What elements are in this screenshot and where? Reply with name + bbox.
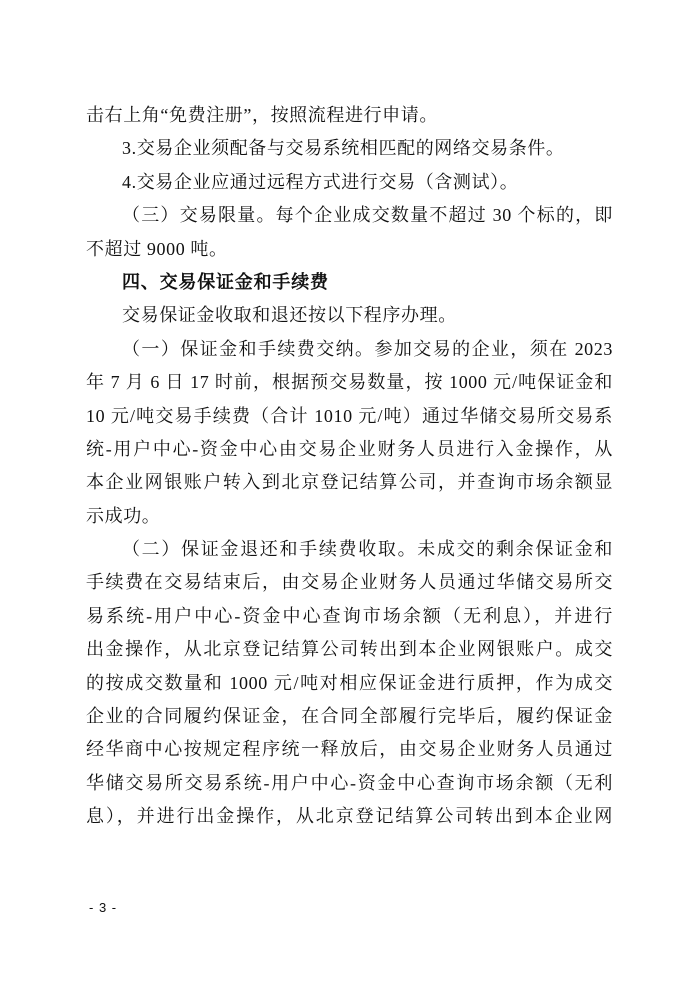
document-line: 示成功。 — [86, 505, 161, 526]
document-line: （一）保证金和手续费交纳。参加交易的企业，须在 2023 — [122, 338, 613, 359]
text-block — [86, 99, 613, 834]
document-line: 易系统-用户中心-资金中心查询市场余额（无利息），并进行 — [86, 605, 613, 626]
page-number: - 3 - — [89, 900, 118, 915]
document-line: 本企业网银账户转入到北京登记结算公司，并查询市场余额显 — [86, 472, 613, 493]
document-line: 出金操作，从北京登记结算公司转出到本企业网银账户。成交 — [86, 639, 613, 660]
document-line: 企业的合同履约保证金，在合同全部履行完毕后，履约保证金 — [86, 706, 613, 727]
document-line: 3.交易企业须配备与交易系统相匹配的网络交易条件。 — [122, 138, 565, 159]
document-line: 不超过 9000 吨。 — [86, 238, 228, 259]
document-line: 的按成交数量和 1000 元/吨对相应保证金进行质押，作为成交 — [86, 672, 613, 693]
document-line: 年 7 月 6 日 17 时前，根据预交易数量，按 1000 元/吨保证金和 — [86, 372, 613, 393]
document-line: 击右上角“免费注册”，按照流程进行申请。 — [86, 105, 438, 125]
document-line: 经华商中心按规定程序统一释放后，由交易企业财务人员通过 — [86, 739, 613, 760]
document-line: 息），并进行出金操作，从北京登记结算公司转出到本企业网 — [86, 806, 613, 827]
document-line: （三）交易限量。每个企业成交数量不超过 30 个标的，即 — [122, 205, 613, 226]
document-line: 交易保证金收取和退还按以下程序办理。 — [122, 305, 457, 326]
document-line: 手续费在交易结束后，由交易企业财务人员通过华储交易所交 — [86, 572, 613, 593]
document-line: 10 元/吨交易手续费（合计 1010 元/吨）通过华储交易所交易系 — [86, 405, 613, 426]
document-line: 4.交易企业应通过远程方式进行交易（含测试）。 — [122, 171, 519, 192]
document-line: 统-用户中心-资金中心由交易企业财务人员进行入金操作，从 — [86, 438, 613, 459]
document-line: （二）保证金退还和手续费收取。未成交的剩余保证金和 — [122, 539, 613, 560]
document-line: 四、交易保证金和手续费 — [122, 271, 329, 292]
document-line: 华储交易所交易系统-用户中心-资金中心查询市场余额（无利 — [86, 772, 613, 793]
